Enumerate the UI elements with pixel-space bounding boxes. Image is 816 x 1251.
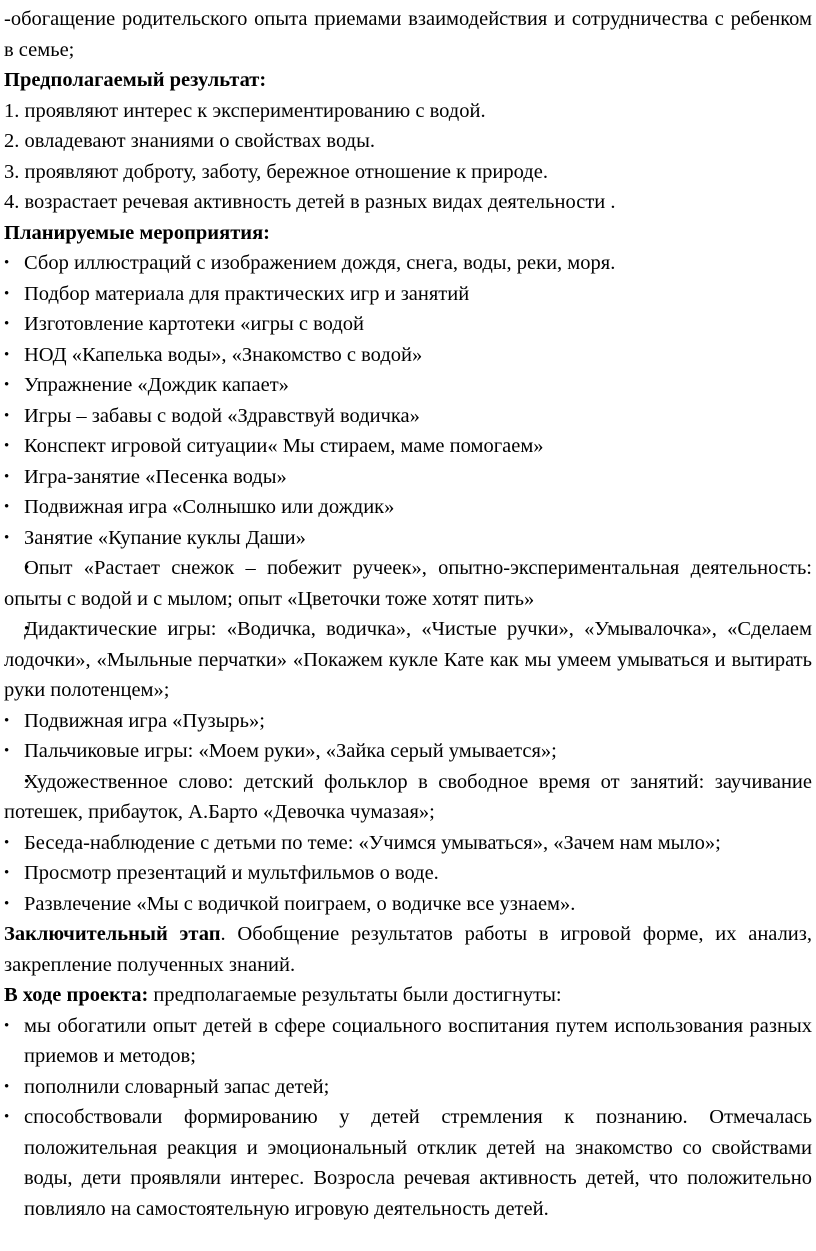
outcomes-list bbox=[4, 1011, 812, 1225]
outcome-item: • мы обогатили опыт детей в сфере социального воспитания путем использования разных приемов и методов; bbox=[4, 1011, 812, 1072]
results-list bbox=[4, 96, 812, 218]
event-item: • Беседа-наблюдение с детьми по теме: «Учимся умываться», «Зачем нам мыло»; bbox=[4, 828, 812, 859]
project-course-paragraph bbox=[4, 980, 812, 1011]
event-item: • Просмотр презентаций и мультфильмов о воде. bbox=[4, 858, 812, 889]
final-stage-text: . Обобщение результатов работы в игровой форме, их анализ, закрепление полученных знаний. bbox=[4, 923, 812, 976]
event-item: • Подвижная игра «Солнышко или дождик» bbox=[4, 492, 812, 523]
event-item: • Подбор материала для практических игр и занятий bbox=[4, 279, 812, 310]
event-item: • Игра-занятие «Песенка воды» bbox=[4, 462, 812, 493]
final-stage-paragraph bbox=[4, 919, 812, 980]
outcome-item: • пополнили словарный запас детей; bbox=[4, 1072, 812, 1103]
events-list bbox=[4, 248, 812, 919]
event-item: • Изготовление картотеки «игры с водой bbox=[4, 309, 812, 340]
event-item: • Конспект игровой ситуации« Мы стираем, маме помогаем» bbox=[4, 431, 812, 462]
intro-paragraph: -обогащение родительского опыта приемами взаимодействия и сотрудничества с ребенком в семье; bbox=[4, 8, 812, 61]
project-course-text: предполагаемые результаты были достигнуты: bbox=[148, 984, 562, 1006]
event-item: • Занятие «Купание куклы Даши» bbox=[4, 523, 812, 554]
result-heading bbox=[4, 65, 812, 96]
event-item: • Дидактические игры: «Водичка, водичка», «Чистые ручки», «Умывалочка», «Сделаем лодочки», «Мыльные перчатки» «Покажем кукле Кате как мы умеем умываться и вытирать руки полотенцем»; bbox=[4, 614, 812, 706]
result-heading-text: Предполагаемый результат: bbox=[4, 69, 267, 91]
event-item: • Упражнение «Дождик капает» bbox=[4, 370, 812, 401]
events-heading bbox=[4, 218, 812, 249]
event-item: • Художественное слово: детский фольклор в свободное время от занятий: заучивание потешек, прибауток, А.Барто «Девочка чумазая»; bbox=[4, 767, 812, 828]
final-stage-label: Заключительный этап bbox=[4, 923, 221, 945]
event-item: • Сбор иллюстраций с изображением дождя, снега, воды, реки, моря. bbox=[4, 248, 812, 279]
event-item: • Игры – забавы с водой «Здравствуй водичка» bbox=[4, 401, 812, 432]
event-item: • Развлечение «Мы с водичкой поиграем, о водичке все узнаем». bbox=[4, 889, 812, 920]
event-item: • Подвижная игра «Пузырь»; bbox=[4, 706, 812, 737]
event-item: • Пальчиковые игры: «Моем руки», «Зайка серый умывается»; bbox=[4, 736, 812, 767]
project-course-label: В ходе проекта: bbox=[4, 984, 149, 1006]
outcome-item: • способствовали формированию у детей стремления к познанию. Отмечалась положительная реакция и эмоциональный отклик детей на знакомство со свойствами воды, дети проявляли интерес. Возросла речевая активность детей, что положительно повлияло на самостоятельную игровую деятельность детей. bbox=[4, 1102, 812, 1224]
result-item: 1. проявляют интерес к экспериментированию с водой. bbox=[4, 99, 486, 122]
result-item: 2. овладевают знаниями о свойствах воды. bbox=[4, 130, 375, 152]
events-heading-text: Планируемые мероприятия: bbox=[4, 221, 270, 244]
result-item: 4. возрастает речевая активность детей в разных видах деятельности . bbox=[4, 191, 616, 213]
result-item: 3. проявляют доброту, заботу, бережное отношение к природе. bbox=[4, 160, 548, 183]
event-item: • Опыт «Растает снежок – побежит ручеек», опытно-экспериментальная деятельность: опыты с водой и с мылом; опыт «Цветочки тоже хотят пить» bbox=[4, 553, 812, 614]
event-item: • НОД «Капелька воды», «Знакомство с водой» bbox=[4, 340, 812, 371]
